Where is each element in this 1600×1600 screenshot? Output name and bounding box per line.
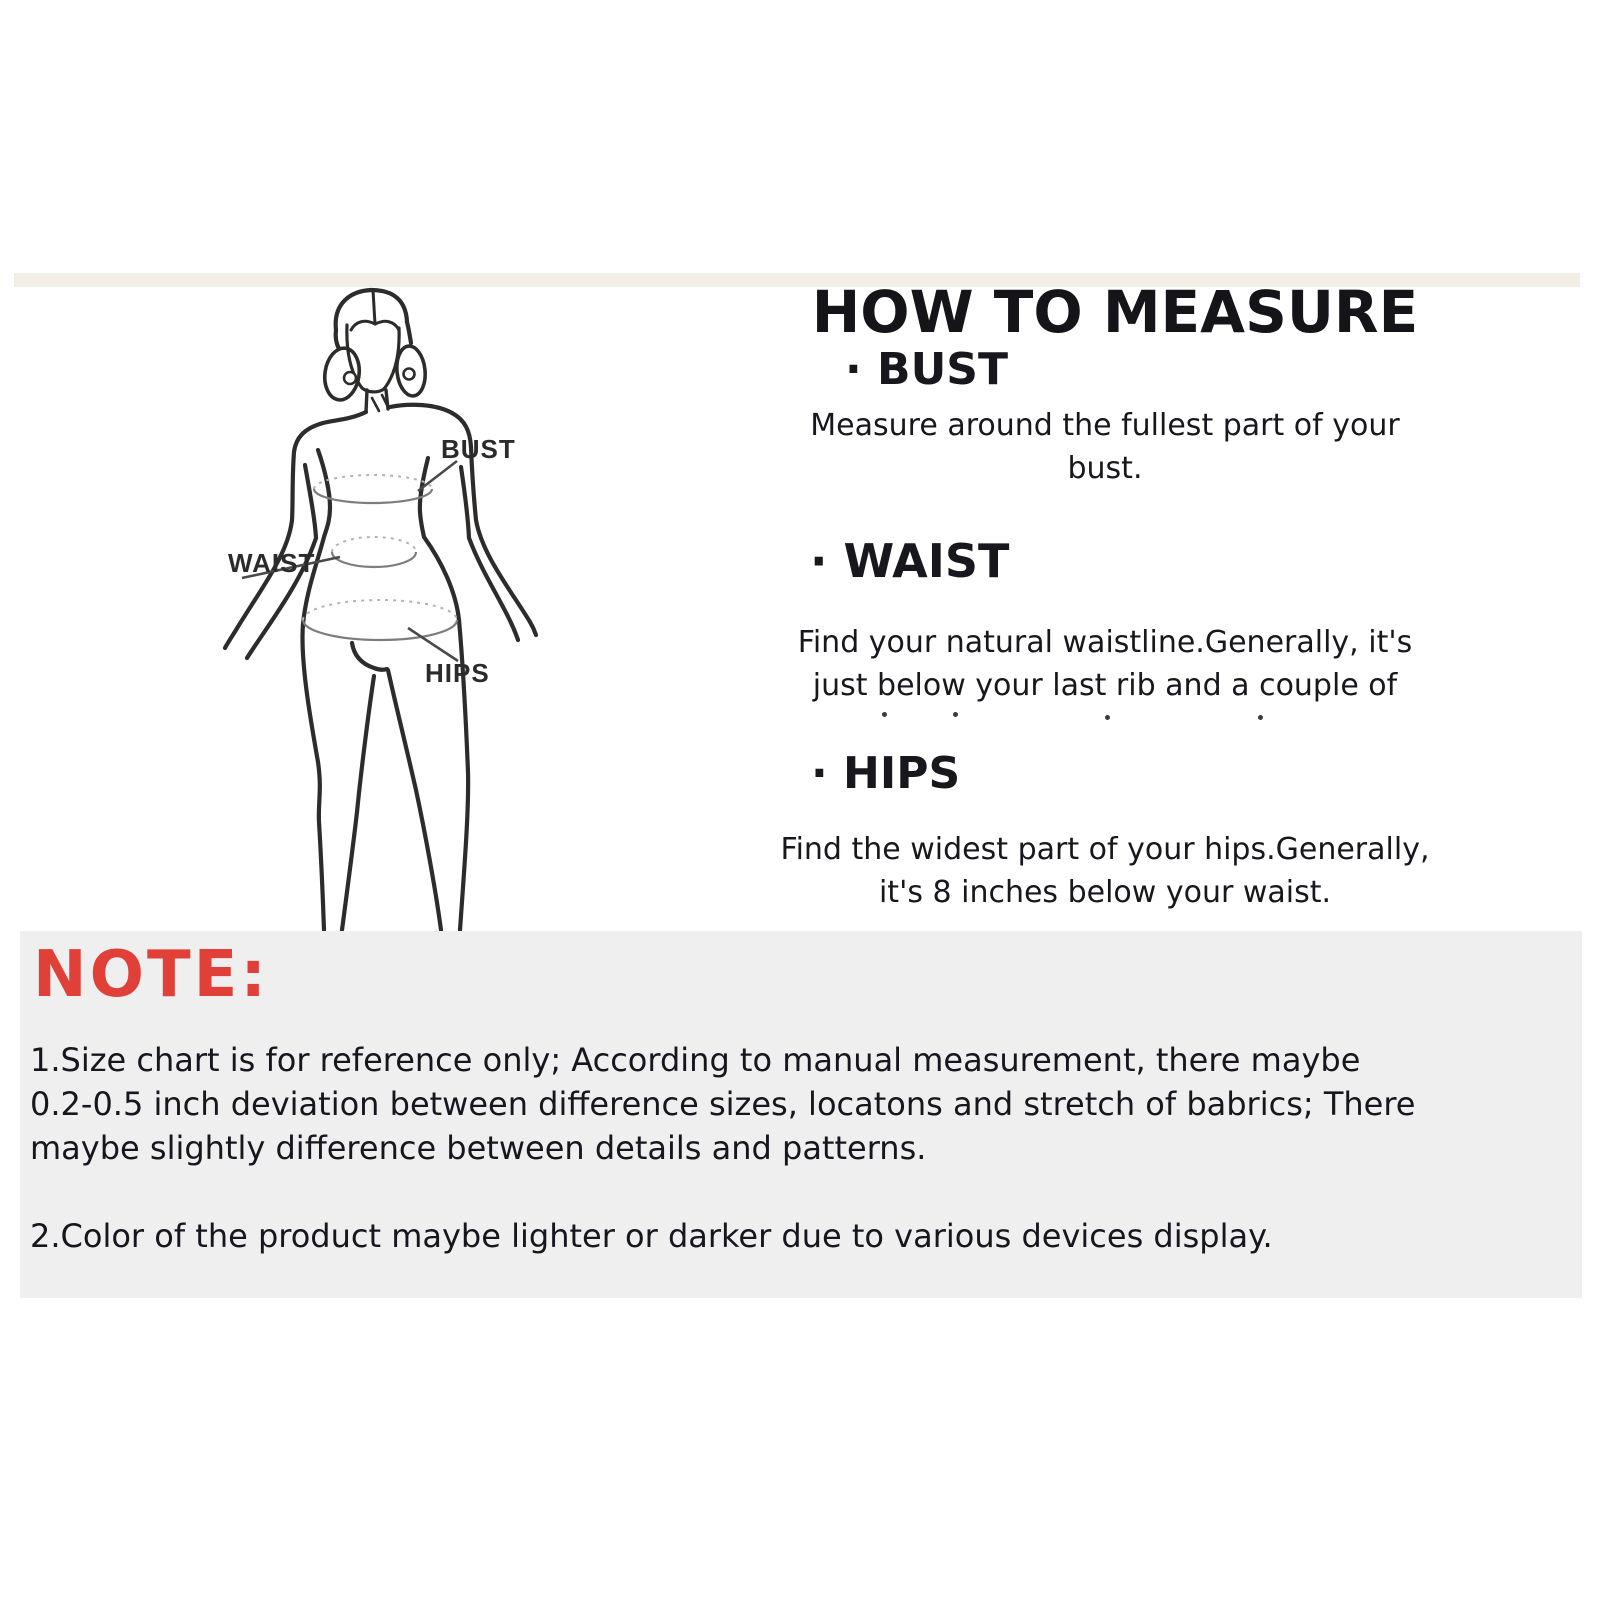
bust-band: [314, 475, 432, 503]
leg-left-outer: [302, 624, 324, 930]
bust-instructions-line2: bust.: [1067, 451, 1143, 486]
hips-instructions-line1: Find the widest part of your hips.Generally,: [780, 832, 1430, 867]
hips-band-solid-bottom: [303, 620, 457, 640]
clipped-text-remnant: [953, 712, 958, 717]
shoulder-right: [390, 405, 452, 413]
clipped-text-remnant: [1105, 715, 1110, 720]
waist-instructions-line1: Find your natural waistline.Generally, it's: [797, 625, 1413, 660]
hips-instructions: [745, 828, 1465, 914]
bust-section-heading: · BUST: [845, 344, 1009, 395]
figure-hips-label: HIPS: [425, 658, 490, 688]
leg-left-inner: [342, 676, 374, 930]
waist-band-dashed-top: [332, 537, 416, 552]
bust-instructions-line1: Measure around the fullest part of your: [810, 408, 1400, 443]
note-item-2: 2.Color of the product maybe lighter or darker due to various devices display.: [30, 1217, 1273, 1255]
hips-instructions-line2: it's 8 inches below your waist.: [878, 875, 1332, 910]
hair-right-side: [407, 322, 411, 343]
hips-band: [303, 600, 457, 640]
shoulder-left: [323, 412, 366, 423]
hips-pointer-line: [408, 628, 458, 661]
note-item-1: [30, 1038, 1530, 1170]
hair-part-line: [373, 290, 375, 324]
earring-right: [404, 369, 415, 380]
hairline-right: [375, 321, 399, 330]
earring-left: [344, 372, 356, 384]
figure-body-outline: [225, 290, 536, 930]
hips-section-heading: · HIPS: [811, 748, 961, 799]
crotch-line: [352, 643, 387, 670]
waist-instructions: [745, 621, 1465, 707]
clipped-text-remnant: [882, 712, 887, 717]
hair-bun-left: [322, 346, 363, 402]
bust-instructions: [745, 404, 1465, 490]
figure-waist-label: WAIST: [228, 548, 316, 578]
hairline-left: [351, 321, 375, 330]
note-item-1-line3: maybe slightly difference between details and patterns.: [30, 1129, 927, 1167]
note-item-1-line1: 1.Size chart is for reference only; According to manual measurement, there maybe: [30, 1041, 1361, 1079]
clipped-text-remnant: [1258, 715, 1263, 720]
figure-bust-label: BUST: [441, 434, 516, 464]
neck-left: [366, 390, 367, 412]
neck-shadow-1: [372, 398, 379, 411]
hair-left-side: [336, 330, 339, 349]
hips-band-dashed-top: [303, 600, 457, 620]
note-item-1-line2: 0.2-0.5 inch deviation between difference sizes, locatons and stretch of babrics; There: [30, 1085, 1416, 1123]
page-title: HOW TO MEASURE: [811, 278, 1419, 346]
waist-section-heading: · WAIST: [810, 534, 1010, 588]
torso-right: [420, 458, 459, 620]
waist-band: [332, 537, 416, 567]
waist-instructions-line2: just below your last rib and a couple of: [812, 668, 1398, 703]
waist-band-solid-bottom: [332, 552, 416, 567]
note-heading: NOTE:: [33, 938, 269, 1012]
leg-right-inner: [388, 670, 441, 930]
bust-band-dashed-top: [314, 475, 432, 489]
